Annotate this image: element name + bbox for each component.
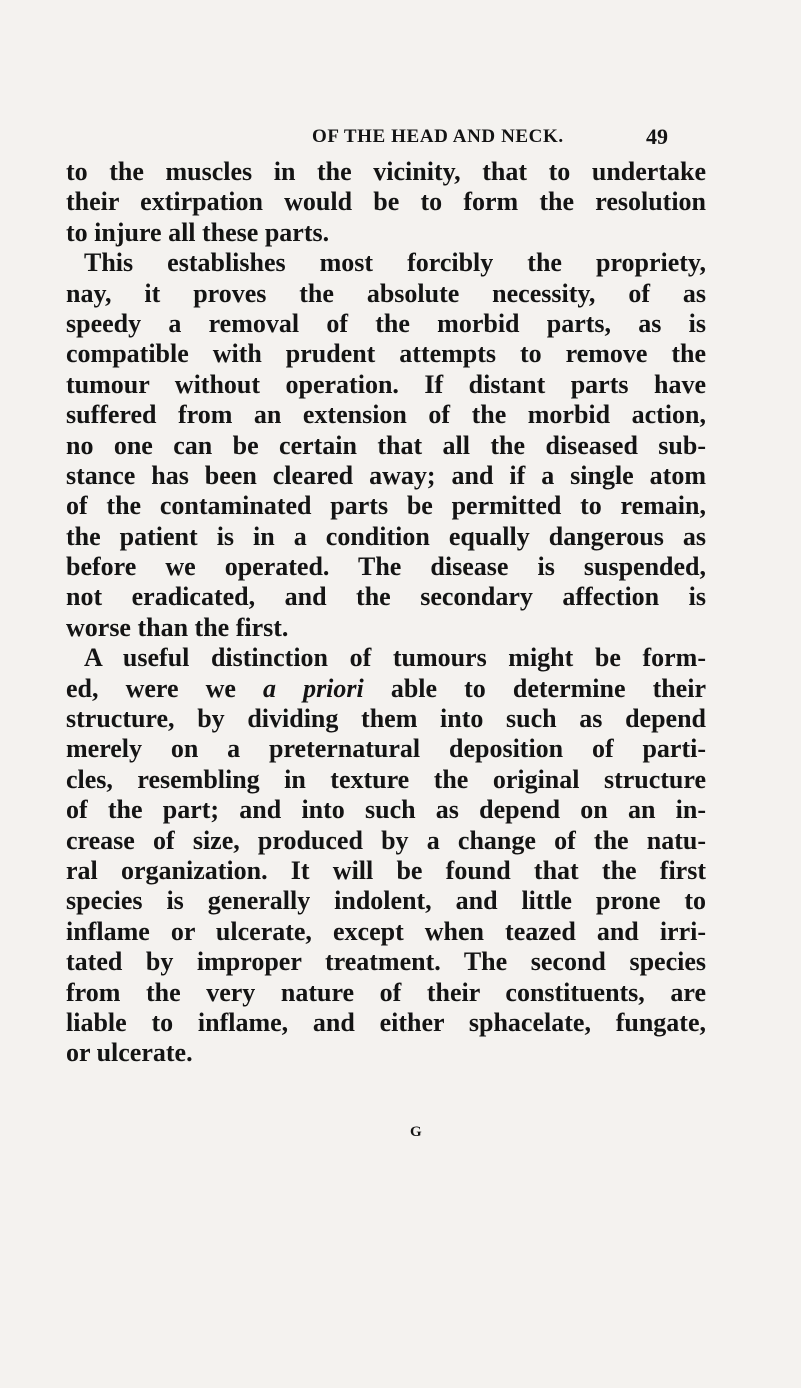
text-line: not eradicated, and the secondary affection is	[66, 582, 706, 612]
text-line: crease of size, produced by a change of the natu-	[66, 825, 706, 855]
text-line: of the part; and into such as depend on an in-	[66, 795, 706, 825]
text-line: stance has been cleared away; and if a single atom	[66, 460, 706, 490]
italic-phrase: a priori	[262, 673, 364, 703]
text-line: structure, by dividing them into such as depend	[66, 704, 706, 734]
text-line: from the very nature of their constituents, are	[66, 977, 706, 1007]
text-line: no one can be certain that all the diseased sub-	[66, 430, 706, 460]
text-run: ed, were we	[66, 673, 263, 703]
text-line: cles, resembling in texture the original structure	[66, 764, 706, 794]
text-line: to injure all these parts.	[66, 217, 330, 247]
text-line-with-italic	[66, 674, 706, 704]
text-line: compatible with prudent attempts to remove the	[66, 339, 706, 369]
paragraph-start-line: A useful distinction of tumours might be form-	[84, 643, 706, 673]
text-line: the patient is in a condition equally dangerous as	[66, 521, 706, 551]
text-line: liable to inflame, and either sphacelate, fungate,	[66, 1007, 706, 1037]
text-line: nay, it proves the absolute necessity, of as	[66, 278, 706, 308]
text-line: tated by improper treatment. The second species	[66, 947, 706, 977]
running-title: OF THE HEAD AND NECK.	[312, 126, 564, 147]
text-line: of the contaminated parts be permitted to remain,	[66, 491, 706, 521]
text-line: ral organization. It will be found that the first	[66, 855, 706, 885]
text-line: their extirpation would be to form the resolution	[66, 187, 706, 217]
text-line: tumour without operation. If distant parts have	[66, 369, 706, 399]
text-line: worse than the first.	[66, 612, 289, 642]
text-line: or ulcerate.	[66, 1038, 193, 1068]
text-line: before we operated. The disease is suspended,	[66, 552, 706, 582]
body-text	[66, 157, 706, 1069]
text-line: species is generally indolent, and little prone to	[66, 886, 706, 916]
text-line: inflame or ulcerate, except when teazed and irri-	[66, 916, 706, 946]
text-line: merely on a preternatural deposition of parti-	[66, 734, 706, 764]
text-run: able to determine their	[363, 673, 706, 703]
text-line: to the muscles in the vicinity, that to undertake	[66, 157, 706, 186]
page-number: 49	[646, 124, 668, 149]
paragraph-start-line: This establishes most forcibly the propriety,	[84, 248, 706, 278]
text-line: speedy a removal of the morbid parts, as is	[66, 308, 706, 338]
text-line: suffered from an extension of the morbid action,	[66, 400, 706, 430]
running-head	[0, 120, 801, 154]
signature-mark: G	[410, 1124, 422, 1140]
